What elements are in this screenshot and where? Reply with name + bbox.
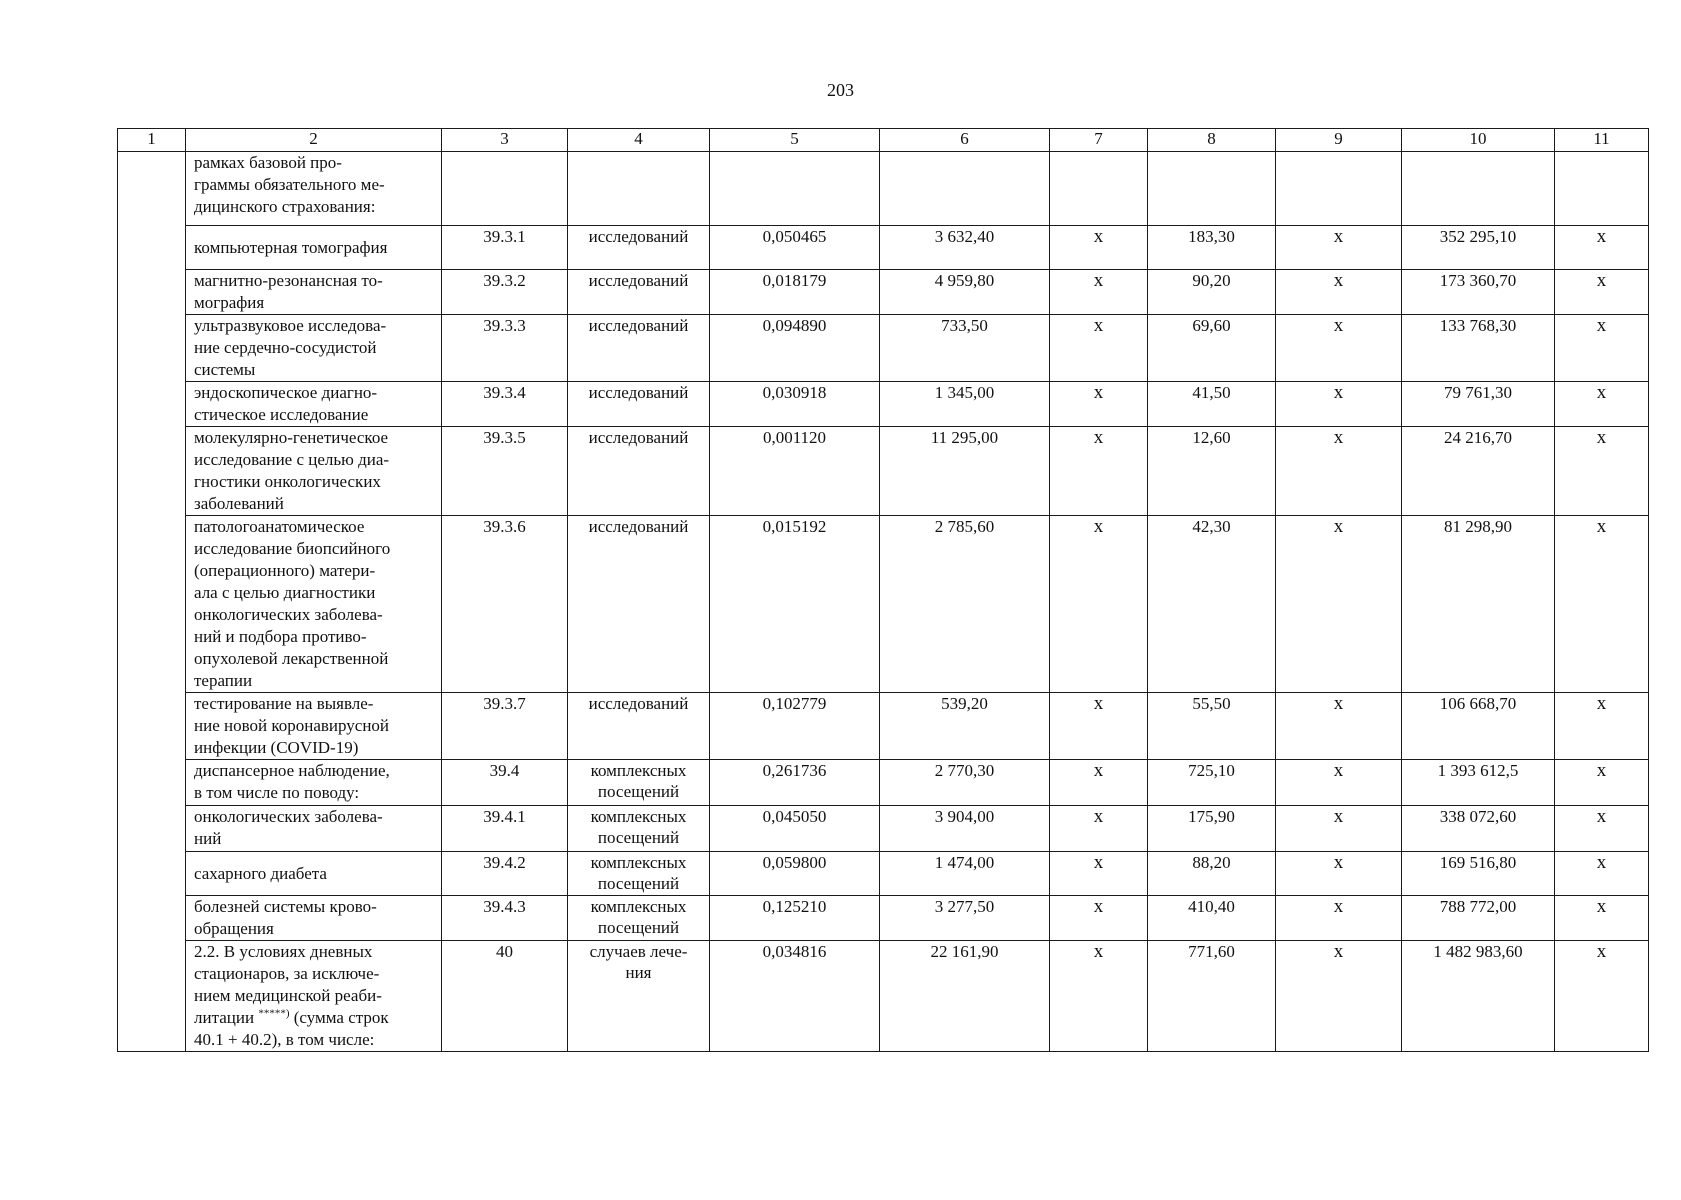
column-header: 5 <box>710 129 880 152</box>
value-cell-7: х <box>1050 852 1148 896</box>
row-name-line: диспансерное наблюдение, <box>194 761 390 780</box>
unit-line: посещений <box>597 828 680 847</box>
value-cell-11: х <box>1555 516 1649 693</box>
value-cell-6 <box>880 152 1050 226</box>
value-cell-10: 24 216,70 <box>1402 427 1555 516</box>
row-name-line: компьютерная томография <box>194 237 388 257</box>
value-cell-5: 0,018179 <box>710 270 880 315</box>
value-cell-5: 0,050465 <box>710 226 880 270</box>
value-cell-5: 0,125210 <box>710 896 880 941</box>
row-code-cell: 39.3.3 <box>442 315 568 382</box>
row-number-cell <box>118 760 186 806</box>
page-number: 203 <box>827 80 854 100</box>
value-cell-7: х <box>1050 315 1148 382</box>
value-cell-8: 69,60 <box>1148 315 1276 382</box>
row-unit-cell <box>568 806 710 852</box>
table-row <box>118 427 1649 516</box>
row-name-line: онкологических заболева- <box>194 807 383 826</box>
column-header: 3 <box>442 129 568 152</box>
column-header: 4 <box>568 129 710 152</box>
value-cell-10: 169 516,80 <box>1402 852 1555 896</box>
value-cell-9: х <box>1276 760 1402 806</box>
unit-line: посещений <box>597 782 680 801</box>
value-cell-11: х <box>1555 270 1649 315</box>
row-number-cell <box>118 315 186 382</box>
row-name-cell <box>186 516 442 693</box>
row-name-line: исследование с целью диа- <box>194 450 390 469</box>
value-cell-5: 0,015192 <box>710 516 880 693</box>
value-cell-6: 2 770,30 <box>880 760 1050 806</box>
unit-line: комплексных <box>590 807 687 826</box>
value-cell-10: 173 360,70 <box>1402 270 1555 315</box>
value-cell-5: 0,059800 <box>710 852 880 896</box>
row-number-cell <box>118 270 186 315</box>
unit-line: комплексных <box>590 761 687 780</box>
row-code-cell: 39.4.3 <box>442 896 568 941</box>
row-code-cell: 39.3.4 <box>442 382 568 427</box>
value-cell-7: х <box>1050 226 1148 270</box>
row-name-line: сахарного диабета <box>194 863 327 883</box>
row-code-cell: 39.3.2 <box>442 270 568 315</box>
value-cell-6: 22 161,90 <box>880 941 1050 1052</box>
value-cell-11: х <box>1555 852 1649 896</box>
value-cell-5: 0,045050 <box>710 806 880 852</box>
row-name-cell <box>186 427 442 516</box>
row-name-line: опухолевой лекарственной <box>194 649 389 668</box>
row-number-cell <box>118 896 186 941</box>
table-row <box>118 760 1649 806</box>
value-cell-5: 0,094890 <box>710 315 880 382</box>
value-cell-6: 3 904,00 <box>880 806 1050 852</box>
row-name-line: стическое исследование <box>194 405 369 424</box>
row-name-line: (операционного) матери- <box>194 561 376 580</box>
row-name-cell <box>186 315 442 382</box>
row-number-cell <box>118 516 186 693</box>
row-name-cell <box>186 270 442 315</box>
row-code-cell: 39.3.7 <box>442 693 568 760</box>
unit-line: комплексных <box>590 897 687 916</box>
row-name-line: граммы обязательного ме- <box>194 175 385 194</box>
value-cell-9: х <box>1276 852 1402 896</box>
row-name-line: ультразвуковое исследова- <box>194 316 387 335</box>
value-cell-6: 4 959,80 <box>880 270 1050 315</box>
value-cell-5: 0,034816 <box>710 941 880 1052</box>
row-name-line: нием медицинской реаби- <box>194 986 382 1005</box>
row-number-cell <box>118 152 186 226</box>
value-cell-5: 0,261736 <box>710 760 880 806</box>
value-cell-5 <box>710 152 880 226</box>
value-cell-8: 88,20 <box>1148 852 1276 896</box>
row-number-cell <box>118 382 186 427</box>
value-cell-10: 81 298,90 <box>1402 516 1555 693</box>
row-name-line: ала с целью диагностики <box>194 583 376 602</box>
row-unit-cell: исследований <box>568 315 710 382</box>
column-header: 8 <box>1148 129 1276 152</box>
row-name-cell <box>186 693 442 760</box>
value-cell-9: х <box>1276 516 1402 693</box>
value-cell-10: 1 482 983,60 <box>1402 941 1555 1052</box>
row-code-cell: 39.4 <box>442 760 568 806</box>
value-cell-9: х <box>1276 896 1402 941</box>
value-cell-9: х <box>1276 270 1402 315</box>
unit-line: случаев лече- <box>589 942 688 961</box>
value-cell-6: 733,50 <box>880 315 1050 382</box>
header-row <box>118 129 1649 152</box>
value-cell-5: 0,102779 <box>710 693 880 760</box>
row-unit-cell: исследований <box>568 270 710 315</box>
row-unit-cell: исследований <box>568 693 710 760</box>
value-cell-10: 79 761,30 <box>1402 382 1555 427</box>
table-row <box>118 941 1649 1052</box>
table-row <box>118 516 1649 693</box>
row-name-cell <box>186 852 442 896</box>
value-cell-11 <box>1555 152 1649 226</box>
row-name-line: 2.2. В условиях дневных <box>194 942 373 961</box>
value-cell-7: х <box>1050 693 1148 760</box>
value-cell-8: 42,30 <box>1148 516 1276 693</box>
value-cell-10: 1 393 612,5 <box>1402 760 1555 806</box>
value-cell-9: х <box>1276 693 1402 760</box>
row-unit-cell: исследований <box>568 427 710 516</box>
unit-line: посещений <box>597 874 680 893</box>
value-cell-7: х <box>1050 896 1148 941</box>
value-cell-8: 410,40 <box>1148 896 1276 941</box>
row-unit-cell <box>568 941 710 1052</box>
row-name-line: ние сердечно-сосудистой <box>194 338 377 357</box>
value-cell-10: 133 768,30 <box>1402 315 1555 382</box>
column-header: 1 <box>118 129 186 152</box>
value-cell-6: 539,20 <box>880 693 1050 760</box>
value-cell-6: 1 474,00 <box>880 852 1050 896</box>
value-cell-11: х <box>1555 806 1649 852</box>
row-name-cell <box>186 806 442 852</box>
value-cell-7: х <box>1050 427 1148 516</box>
value-cell-10: 338 072,60 <box>1402 806 1555 852</box>
value-cell-8: 90,20 <box>1148 270 1276 315</box>
row-name-line: стационаров, за исключе- <box>194 964 380 983</box>
value-cell-11: х <box>1555 941 1649 1052</box>
value-cell-8: 55,50 <box>1148 693 1276 760</box>
row-name-cell <box>186 226 442 270</box>
value-cell-7 <box>1050 152 1148 226</box>
row-number-cell <box>118 941 186 1052</box>
row-number-cell <box>118 852 186 896</box>
row-name-line: гностики онкологических <box>194 472 381 491</box>
row-number-cell <box>118 226 186 270</box>
value-cell-5: 0,001120 <box>710 427 880 516</box>
value-cell-10 <box>1402 152 1555 226</box>
value-cell-8: 725,10 <box>1148 760 1276 806</box>
value-cell-11: х <box>1555 693 1649 760</box>
value-cell-7: х <box>1050 760 1148 806</box>
value-cell-7: х <box>1050 806 1148 852</box>
value-cell-6: 1 345,00 <box>880 382 1050 427</box>
row-name-cell <box>186 896 442 941</box>
column-header: 10 <box>1402 129 1555 152</box>
table-row <box>118 226 1649 270</box>
value-cell-10: 352 295,10 <box>1402 226 1555 270</box>
row-name-line: дицинского страхования: <box>194 197 376 216</box>
row-code-cell: 39.3.1 <box>442 226 568 270</box>
value-cell-8: 175,90 <box>1148 806 1276 852</box>
row-name-line: ний <box>194 829 222 848</box>
row-unit-cell <box>568 760 710 806</box>
row-name-line: рамках базовой про- <box>194 153 342 172</box>
row-code-cell: 39.3.5 <box>442 427 568 516</box>
table-row <box>118 806 1649 852</box>
value-cell-6: 3 632,40 <box>880 226 1050 270</box>
value-cell-9: х <box>1276 427 1402 516</box>
value-cell-10: 106 668,70 <box>1402 693 1555 760</box>
value-cell-9 <box>1276 152 1402 226</box>
row-code-cell: 39.3.6 <box>442 516 568 693</box>
row-name-line: системы <box>194 360 256 379</box>
value-cell-11: х <box>1555 427 1649 516</box>
value-cell-9: х <box>1276 941 1402 1052</box>
value-cell-6: 11 295,00 <box>880 427 1050 516</box>
row-code-cell: 39.4.2 <box>442 852 568 896</box>
table-row <box>118 315 1649 382</box>
row-code-cell: 40 <box>442 941 568 1052</box>
value-cell-7: х <box>1050 270 1148 315</box>
row-unit-cell: исследований <box>568 516 710 693</box>
row-name-line: ние новой коронавирусной <box>194 716 390 735</box>
row-code-cell: 39.4.1 <box>442 806 568 852</box>
row-number-cell <box>118 427 186 516</box>
value-cell-9: х <box>1276 315 1402 382</box>
row-name-cell <box>186 941 442 1052</box>
row-name-cell <box>186 760 442 806</box>
value-cell-9: х <box>1276 226 1402 270</box>
column-header: 2 <box>186 129 442 152</box>
value-cell-6: 2 785,60 <box>880 516 1050 693</box>
unit-line: посещений <box>597 918 680 937</box>
row-name-line: онкологических заболева- <box>194 605 383 624</box>
row-name-line: болезней системы крово- <box>194 897 377 916</box>
row-name-line: обращения <box>194 919 274 938</box>
row-number-cell <box>118 806 186 852</box>
value-cell-11: х <box>1555 760 1649 806</box>
row-name-line: молекулярно-генетическое <box>194 428 389 447</box>
row-name-line: исследование биопсийного <box>194 539 391 558</box>
row-name-line: инфекции (COVID-19) <box>194 738 359 757</box>
value-cell-7: х <box>1050 382 1148 427</box>
row-unit-cell: исследований <box>568 226 710 270</box>
row-name-line: заболеваний <box>194 494 284 513</box>
row-name-cell <box>186 382 442 427</box>
row-name-line: 40.1 + 40.2), в том числе: <box>194 1030 375 1049</box>
table-row <box>118 152 1649 226</box>
row-number-cell <box>118 693 186 760</box>
value-cell-8: 771,60 <box>1148 941 1276 1052</box>
table-row <box>118 896 1649 941</box>
value-cell-11: х <box>1555 896 1649 941</box>
value-cell-7: х <box>1050 516 1148 693</box>
table-row <box>118 270 1649 315</box>
row-unit-cell <box>568 152 710 226</box>
row-name-line: терапии <box>194 671 253 690</box>
value-cell-8: 41,50 <box>1148 382 1276 427</box>
value-cell-8: 183,30 <box>1148 226 1276 270</box>
unit-line: ния <box>625 963 652 982</box>
value-cell-6: 3 277,50 <box>880 896 1050 941</box>
row-name-line: магнитно-резонансная то- <box>194 271 383 290</box>
value-cell-8 <box>1148 152 1276 226</box>
row-name-line: в том числе по поводу: <box>194 783 360 802</box>
value-cell-5: 0,030918 <box>710 382 880 427</box>
unit-line: комплексных <box>590 853 687 872</box>
row-name-line: литации *****) (сумма строк <box>194 1007 389 1027</box>
value-cell-9: х <box>1276 382 1402 427</box>
column-header: 11 <box>1555 129 1649 152</box>
value-cell-11: х <box>1555 315 1649 382</box>
row-code-cell <box>442 152 568 226</box>
table-row <box>118 693 1649 760</box>
value-cell-10: 788 772,00 <box>1402 896 1555 941</box>
column-header: 9 <box>1276 129 1402 152</box>
value-cell-9: х <box>1276 806 1402 852</box>
row-name-line: ний и подбора противо- <box>194 627 367 646</box>
value-cell-11: х <box>1555 382 1649 427</box>
column-header: 7 <box>1050 129 1148 152</box>
table-row <box>118 382 1649 427</box>
footnote-mark: *****) <box>258 1007 290 1020</box>
value-cell-8: 12,60 <box>1148 427 1276 516</box>
row-unit-cell <box>568 852 710 896</box>
value-cell-11: х <box>1555 226 1649 270</box>
data-table <box>117 128 1649 1052</box>
row-name-line: патологоанатомическое <box>194 517 365 536</box>
row-name-line: мография <box>194 293 265 312</box>
row-unit-cell: исследований <box>568 382 710 427</box>
table-row <box>118 852 1649 896</box>
row-unit-cell <box>568 896 710 941</box>
row-name-line: эндоскопическое диагно- <box>194 383 378 402</box>
value-cell-7: х <box>1050 941 1148 1052</box>
row-name-cell <box>186 152 442 226</box>
column-header: 6 <box>880 129 1050 152</box>
row-name-line: тестирование на выявле- <box>194 694 374 713</box>
